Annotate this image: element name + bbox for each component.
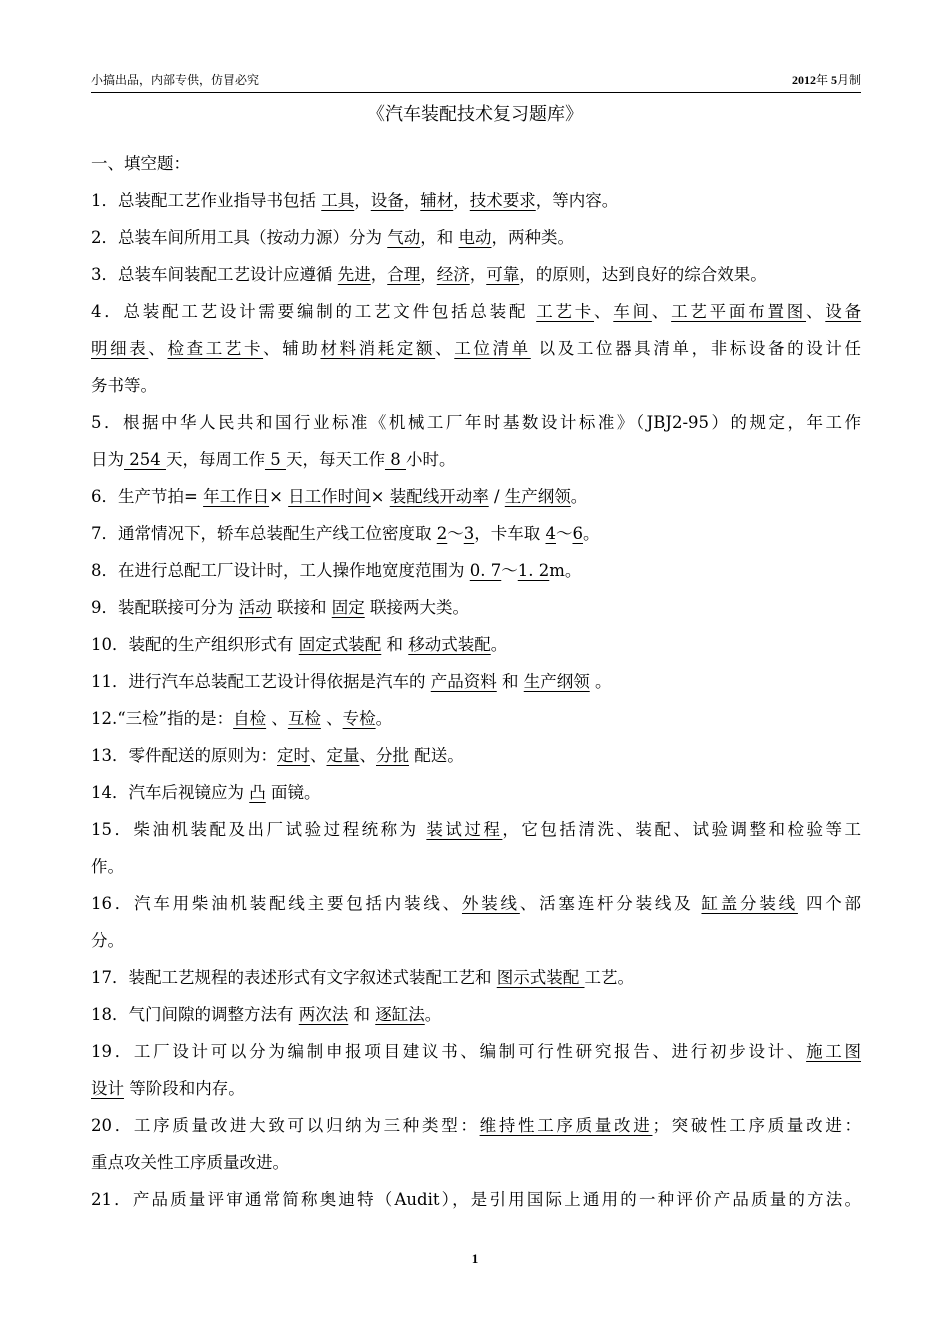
question-20-line-1: 20．工序质量改进大致可以归纳为三种类型：维持性工序质量改进；突破性工序质量改进： bbox=[91, 1116, 862, 1135]
page-number: 1 bbox=[471, 1251, 479, 1266]
question-8: 8．在进行总配工厂设计时，工人操作地宽度范围为 0. 7～1. 2m。 bbox=[91, 561, 582, 580]
question-5-line-2: 日为 254 天，每周工作 5 天，每天工作 8 小时。 bbox=[91, 450, 456, 469]
section-title: 一、填空题： bbox=[91, 154, 190, 173]
question-16-line-2: 分。 bbox=[91, 931, 124, 950]
question-18: 18．气门间隙的调整方法有 两次法 和 逐缸法。 bbox=[91, 1005, 442, 1024]
page-header bbox=[91, 72, 861, 93]
question-4-line-3: 务书等。 bbox=[91, 376, 157, 395]
question-21: 21．产品质量评审通常简称奥迪特（Audit），是引用国际上通用的一种评价产品质量的方法。 bbox=[91, 1190, 861, 1209]
document-title: 《汽车装配技术复习题库》 bbox=[367, 104, 583, 125]
question-5-line-1: 5．根据中华人民共和国行业标准《机械工厂年时基数设计标准》（JBJ2-95）的规定，年工作 bbox=[91, 413, 861, 432]
question-4-line-1: 4．总装配工艺设计需要编制的工艺文件包括总装配 工艺卡、车间、工艺平面布置图、设备 bbox=[91, 302, 862, 321]
question-2: 2．总装车间所用工具（按动力源）分为 气动，和 电动，两种类。 bbox=[91, 228, 574, 247]
question-9: 9．装配联接可分为 活动 联接和 固定 联接两大类。 bbox=[91, 598, 469, 617]
question-15-line-2: 作。 bbox=[91, 857, 124, 876]
question-13: 13．零件配送的原则为：定时、定量、分批 配送。 bbox=[91, 746, 464, 765]
question-10: 10．装配的生产组织形式有 固定式装配 和 移动式装配。 bbox=[91, 635, 508, 654]
question-19-line-1: 19．工厂设计可以分为编制申报项目建议书、编制可行性研究报告、进行初步设计、施工图 bbox=[91, 1042, 862, 1061]
question-12: 12.“三检”指的是：自检 、互检 、专检。 bbox=[91, 709, 393, 728]
question-20-line-2: 重点攻关性工序质量改进。 bbox=[91, 1153, 289, 1172]
question-14: 14．汽车后视镜应为 凸 面镜。 bbox=[91, 783, 321, 802]
question-1: 1．总装配工艺作业指导书包括 工具，设备，辅材，技术要求，等内容。 bbox=[91, 191, 619, 210]
question-19-line-2: 设计 等阶段和内存。 bbox=[91, 1079, 245, 1098]
header-left-text: 小搞出品，内部专供，仿冒必究 bbox=[91, 73, 260, 87]
question-4-line-2: 明细表、检查工艺卡、辅助材料消耗定额、工位清单 以及工位器具清单，非标设备的设计任 bbox=[91, 339, 862, 358]
document-body bbox=[91, 145, 861, 1218]
question-16-line-1: 16．汽车用柴油机装配线主要包括内装线、外装线、活塞连杆分装线及 缸盖分装线 四个部 bbox=[91, 894, 862, 913]
question-15-line-1: 15．柴油机装配及出厂试验过程统称为 装试过程，它包括清洗、装配、试验调整和检验等工 bbox=[91, 820, 862, 839]
question-7: 7．通常情况下，轿车总装配生产线工位密度取 2～3，卡车取 4～6。 bbox=[91, 524, 600, 543]
question-17: 17．装配工艺规程的表述形式有文字叙述式装配工艺和 图示式装配 工艺。 bbox=[91, 968, 634, 987]
header-right-text: 2012年 5月制 bbox=[791, 73, 861, 87]
question-11: 11．进行汽车总装配工艺设计得依据是汽车的 产品资料 和 生产纲领 。 bbox=[91, 672, 612, 691]
question-6: 6．生产节拍= 年工作日× 日工作时间× 装配线开动率 / 生产纲领。 bbox=[91, 487, 588, 506]
question-3: 3．总装车间装配工艺设计应遵循 先进，合理，经济，可靠，的原则，达到良好的综合效果。 bbox=[91, 265, 767, 284]
